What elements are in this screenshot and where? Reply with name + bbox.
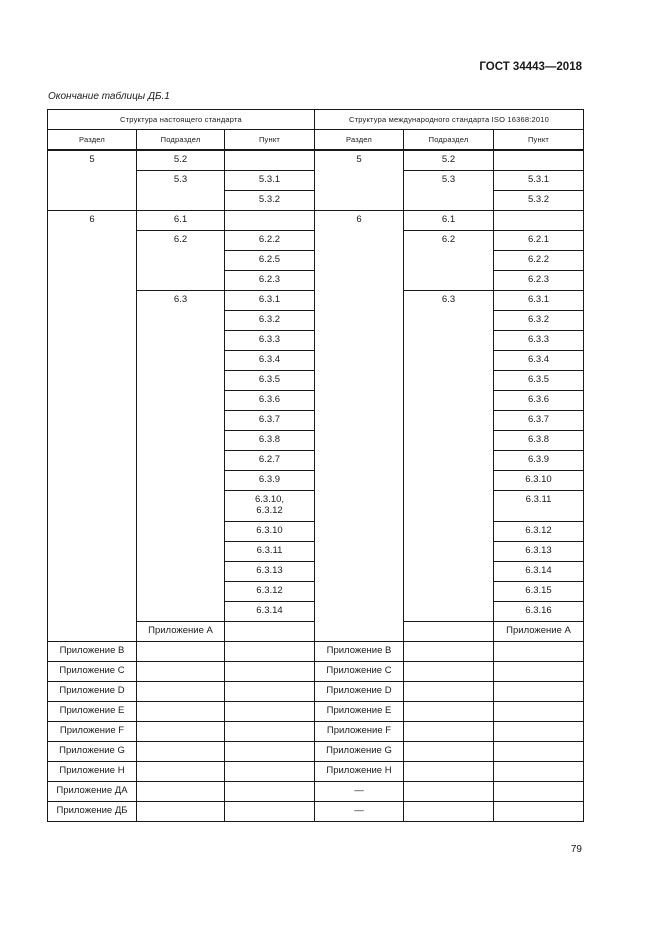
cell-line: 6.3.10, — [254, 494, 285, 505]
table-cell: 5.3.1 — [225, 171, 315, 191]
table-cell: 5 — [315, 150, 404, 211]
table-caption: Окончание таблицы ДБ.1 — [48, 91, 170, 102]
table-cell: 6.3.6 — [225, 391, 315, 411]
table-row — [48, 662, 584, 682]
comparison-table — [47, 109, 584, 822]
table-cell — [225, 622, 315, 642]
table-cell: Приложение G — [315, 742, 404, 762]
table-cell: 6.2 — [137, 231, 225, 291]
table-cell: Приложение ДБ — [48, 802, 137, 822]
table-cell: 6.3.9 — [494, 451, 584, 471]
table-cell: 6.2.7 — [225, 451, 315, 471]
table-cell — [404, 762, 494, 782]
table-cell: 6.3.1 — [494, 291, 584, 311]
table-cell: 5.2 — [137, 150, 225, 171]
table-cell: 6.3.14 — [494, 562, 584, 582]
table-cell: — — [315, 782, 404, 802]
table-cell: 6.3.2 — [494, 311, 584, 331]
cell-line: 6.3.12 — [256, 505, 283, 516]
table-cell — [494, 211, 584, 231]
table-cell: 6.3.12 — [225, 582, 315, 602]
table-cell: 6.3.7 — [225, 411, 315, 431]
table-cell — [225, 782, 315, 802]
column-header: Подраздел — [137, 130, 225, 151]
table-cell: 5.3.2 — [494, 191, 584, 211]
table-row — [48, 682, 584, 702]
column-header: Пункт — [494, 130, 584, 151]
table-cell — [225, 762, 315, 782]
table-cell — [137, 722, 225, 742]
table-cell — [494, 782, 584, 802]
table-cell: 6.3.12 — [494, 522, 584, 542]
table-cell — [494, 682, 584, 702]
table-cell — [137, 682, 225, 702]
table-cell: Приложение Е — [315, 702, 404, 722]
group-header-iso: Структура международного стандарта ISO 16368:2010 — [315, 110, 584, 130]
table-cell: Приложение D — [48, 682, 137, 702]
table-cell: 5.3 — [404, 171, 494, 211]
table-cell — [494, 642, 584, 662]
table-row — [48, 742, 584, 762]
table-cell: 5.3 — [137, 171, 225, 211]
table-cell — [225, 491, 315, 522]
column-header: Раздел — [315, 130, 404, 151]
table-cell — [225, 662, 315, 682]
table-cell: 6.3.13 — [225, 562, 315, 582]
table-cell — [137, 762, 225, 782]
table-cell: 6.1 — [404, 211, 494, 231]
table-cell: 6.3 — [404, 291, 494, 622]
table-cell: Приложение В — [315, 642, 404, 662]
column-header: Пункт — [225, 130, 315, 151]
table-cell: 6.3.13 — [494, 542, 584, 562]
table-cell: Приложение ДА — [48, 782, 137, 802]
table-cell — [225, 742, 315, 762]
table-cell: 6.3.5 — [494, 371, 584, 391]
table-cell: 6.3.11 — [494, 491, 584, 522]
column-header: Раздел — [48, 130, 137, 151]
table-cell: Приложение D — [315, 682, 404, 702]
table-cell — [404, 782, 494, 802]
table-cell: 5.3.2 — [225, 191, 315, 211]
table-cell: Приложение В — [48, 642, 137, 662]
table-cell: 6.3.5 — [225, 371, 315, 391]
table-cell — [404, 642, 494, 662]
table-cell: Приложение Е — [48, 702, 137, 722]
table-cell — [494, 662, 584, 682]
table-cell: Приложение F — [315, 722, 404, 742]
table-cell — [137, 702, 225, 722]
table-cell: 6.3.15 — [494, 582, 584, 602]
table-row — [48, 762, 584, 782]
table-cell: 6.3.2 — [225, 311, 315, 331]
table-cell: Приложение С — [48, 662, 137, 682]
table-cell: 6.3.4 — [494, 351, 584, 371]
table-cell — [225, 211, 315, 231]
table-cell: 6.3.11 — [225, 542, 315, 562]
table-row — [48, 782, 584, 802]
table-cell — [225, 722, 315, 742]
table-cell: 6.3.8 — [225, 431, 315, 451]
table-cell — [494, 742, 584, 762]
table-cell: — — [315, 802, 404, 822]
table-row — [48, 702, 584, 722]
table-cell: 6.3 — [137, 291, 225, 622]
table-cell: 6.3.3 — [225, 331, 315, 351]
table-cell: 6.2.1 — [494, 231, 584, 251]
table-cell — [225, 150, 315, 171]
table-cell: 6 — [48, 211, 137, 642]
table-cell: 6 — [315, 211, 404, 642]
table-cell — [404, 682, 494, 702]
table-cell: 5.2 — [404, 150, 494, 171]
table-cell: Приложение F — [48, 722, 137, 742]
page-number: 79 — [570, 844, 582, 855]
table-cell — [494, 150, 584, 171]
table-row — [48, 802, 584, 822]
table-cell — [404, 742, 494, 762]
table-cell: Приложение Н — [48, 762, 137, 782]
table-cell — [225, 642, 315, 662]
table-cell: 6.1 — [137, 211, 225, 231]
table-cell: Приложение Н — [315, 762, 404, 782]
table-row — [48, 211, 584, 231]
table-cell: 6.3.9 — [225, 471, 315, 491]
document-code: ГОСТ 34443—2018 — [479, 61, 582, 73]
table-cell: 5.3.1 — [494, 171, 584, 191]
table-cell — [404, 662, 494, 682]
table-cell — [225, 802, 315, 822]
table-cell — [404, 722, 494, 742]
table-cell: Приложение С — [315, 662, 404, 682]
table-cell: 6.2 — [404, 231, 494, 291]
table-cell — [404, 702, 494, 722]
table-cell: 6.3.14 — [225, 602, 315, 622]
table-cell: 6.3.6 — [494, 391, 584, 411]
table-cell — [137, 642, 225, 662]
table-cell: 5 — [48, 150, 137, 211]
table-cell — [225, 682, 315, 702]
table-cell — [494, 762, 584, 782]
table-cell: 6.2.3 — [494, 271, 584, 291]
table-cell: 6.3.1 — [225, 291, 315, 311]
table-cell: 6.3.3 — [494, 331, 584, 351]
table-cell: 6.2.3 — [225, 271, 315, 291]
table-row — [48, 722, 584, 742]
table-cell: 6.3.10 — [494, 471, 584, 491]
table-cell — [404, 622, 494, 642]
table-cell — [404, 802, 494, 822]
table-cell: 6.3.16 — [494, 602, 584, 622]
table-row — [48, 150, 584, 171]
table-cell: Приложение А — [494, 622, 584, 642]
table-cell — [137, 742, 225, 762]
table-cell — [494, 702, 584, 722]
table-cell: 6.2.2 — [225, 231, 315, 251]
table-cell: 6.3.10 — [225, 522, 315, 542]
table-cell — [137, 802, 225, 822]
table-cell: 6.2.5 — [225, 251, 315, 271]
table-row — [48, 642, 584, 662]
table-cell: Приложение А — [137, 622, 225, 642]
table-cell: Приложение G — [48, 742, 137, 762]
table-cell — [225, 702, 315, 722]
table-cell: 6.3.4 — [225, 351, 315, 371]
table-cell — [137, 782, 225, 802]
table-cell: 6.3.8 — [494, 431, 584, 451]
table-cell — [137, 662, 225, 682]
table-cell — [494, 802, 584, 822]
table-cell: 6.3.7 — [494, 411, 584, 431]
column-header: Подраздел — [404, 130, 494, 151]
table-cell: 6.2.2 — [494, 251, 584, 271]
group-header-current: Структура настоящего стандарта — [48, 110, 315, 130]
table-cell — [494, 722, 584, 742]
